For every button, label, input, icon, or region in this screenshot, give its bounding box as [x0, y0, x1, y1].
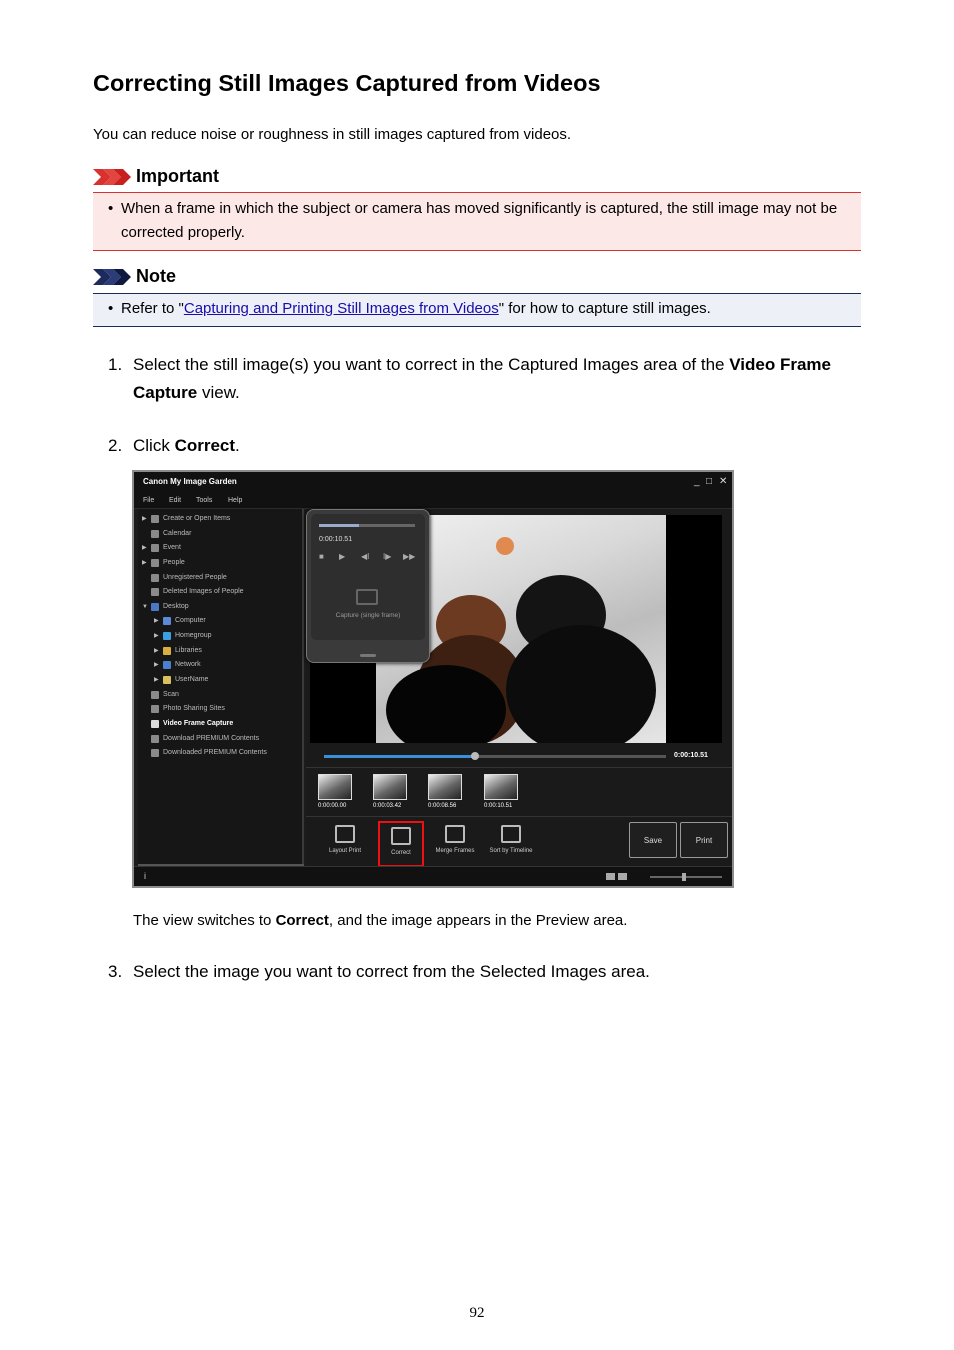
desktop-icon — [151, 603, 159, 611]
save-button[interactable]: Save — [629, 822, 677, 858]
sidebar-item-scan[interactable] — [142, 688, 179, 701]
menu-help[interactable]: Help — [228, 497, 243, 504]
sidebar-item-computer[interactable] — [154, 614, 206, 627]
tool-label: Sort by Timeline — [489, 848, 533, 854]
sort-by-timeline-button[interactable] — [488, 821, 534, 867]
sidebar-item-label: Desktop — [163, 603, 189, 610]
layout-print-icon — [335, 825, 355, 843]
sidebar-item-unregistered-people[interactable] — [142, 571, 227, 584]
note-text — [121, 297, 711, 321]
person-icon — [151, 559, 159, 567]
play-icon[interactable]: ▶ — [339, 552, 346, 561]
captured-thumbnail-2[interactable] — [373, 774, 407, 800]
tool-label: Correct — [391, 850, 411, 856]
zoom-knob[interactable] — [682, 873, 686, 881]
note-box — [93, 293, 861, 327]
note-heading-label: Note — [136, 266, 176, 286]
tool-label: Merge Frames — [435, 848, 475, 854]
print-button[interactable]: Print — [680, 822, 728, 858]
step-bold: Video Frame Capture — [133, 355, 831, 402]
merge-frames-button[interactable] — [432, 821, 478, 867]
downloaded-icon — [151, 749, 159, 757]
menu-edit[interactable]: Edit — [169, 497, 182, 504]
video-frame-icon — [151, 720, 159, 728]
bullet: • — [108, 300, 114, 317]
scan-icon — [151, 691, 159, 699]
tool-label: Layout Print — [328, 848, 362, 854]
expand-arrow-icon[interactable]: ▶ — [154, 662, 159, 668]
step-number: 2. — [108, 436, 123, 455]
step-post: view. — [197, 383, 240, 402]
intro-text: You can reduce noise or roughness in still images captured from videos. — [93, 126, 572, 143]
timeline-fill — [324, 755, 474, 758]
sidebar-item-calendar[interactable] — [142, 527, 191, 540]
step-text — [133, 432, 833, 460]
sidebar-item-label: Computer — [175, 617, 206, 624]
bullet: • — [108, 200, 114, 217]
result-pre: The view switches to — [133, 912, 276, 929]
captured-thumbnail-3[interactable] — [428, 774, 462, 800]
captured-thumbnail-4[interactable] — [484, 774, 518, 800]
capture-time: 0:00:10.51 — [319, 536, 353, 543]
sort-timeline-icon — [501, 825, 521, 843]
sidebar-item-label: Calendar — [163, 530, 192, 537]
sidebar-item-label: Download PREMIUM Contents — [163, 735, 260, 742]
page-number: 92 — [469, 1305, 485, 1321]
thumbnail-time: 0:00:08.56 — [428, 803, 457, 809]
sidebar-item-label: Downloaded PREMIUM Contents — [163, 749, 267, 756]
step-pre: Select the still image(s) you want to correct in the Captured Images area of the — [133, 355, 730, 374]
sidebar-item-downloaded-premium[interactable] — [142, 746, 267, 759]
sidebar-item-label: Deleted Images of People — [163, 588, 244, 595]
collapse-arrow-icon[interactable]: ▼ — [142, 603, 148, 610]
expand-arrow-icon[interactable]: ▶ — [154, 633, 159, 639]
capture-panel-inner — [311, 514, 425, 640]
sidebar-item-label: Event — [163, 544, 181, 551]
expand-arrow-icon[interactable]: ▶ — [154, 648, 159, 654]
sidebar-item-label: Video Frame Capture — [163, 720, 234, 727]
expand-arrow-icon[interactable]: ▶ — [142, 545, 147, 551]
maximize-icon[interactable]: □ — [706, 476, 713, 487]
timeline-knob[interactable] — [471, 752, 479, 760]
thumbnail-time: 0:00:10.51 — [484, 803, 513, 809]
important-text: When a frame in which the subject or camera has moved significantly is captured, the still image may not be corrected properly. — [121, 200, 838, 241]
important-heading — [93, 166, 219, 187]
expand-arrow-icon[interactable]: ▶ — [142, 560, 147, 566]
next-frame-icon[interactable]: I▶ — [383, 552, 392, 561]
sidebar-item-label: Libraries — [175, 647, 202, 654]
toy-image — [496, 537, 514, 555]
person-icon — [151, 574, 159, 582]
stop-icon[interactable]: ■ — [319, 552, 324, 561]
step-number: 1. — [108, 355, 123, 374]
important-arrows-icon — [93, 169, 131, 185]
step-pre: Click — [133, 436, 175, 455]
step-post: . — [235, 436, 240, 455]
sidebar-item-homegroup[interactable] — [154, 629, 212, 642]
sidebar-item-video-frame-capture[interactable] — [142, 717, 233, 730]
sidebar-item-create[interactable] — [142, 512, 230, 525]
merge-frames-icon — [445, 825, 465, 843]
important-heading-label: Important — [136, 166, 219, 186]
correct-button[interactable] — [378, 821, 424, 867]
window-title: Canon My Image Garden — [143, 477, 237, 486]
person-outline-icon — [151, 588, 159, 596]
sidebar-item-desktop[interactable] — [142, 600, 189, 613]
step-number: 3. — [108, 962, 123, 981]
sidebar-item-label: Create or Open Items — [163, 515, 231, 522]
sidebar-item-label: People — [163, 559, 185, 566]
note-heading — [93, 266, 176, 287]
step-text: Select the image you want to correct from the Selected Images area. — [133, 962, 650, 981]
thumbnail-time: 0:00:00.00 — [318, 803, 347, 809]
sidebar-item-event[interactable] — [142, 541, 181, 554]
result-text — [133, 912, 627, 929]
timeline-slider[interactable] — [324, 755, 666, 758]
create-icon — [151, 515, 159, 523]
capture-slider-fill — [319, 524, 359, 527]
homegroup-icon — [163, 632, 171, 640]
thumbnail-time: 0:00:03.42 — [373, 803, 402, 809]
capture-slider[interactable] — [319, 524, 415, 527]
main-area — [306, 509, 732, 866]
capture-panel — [306, 509, 430, 663]
layout-print-button[interactable] — [322, 821, 368, 867]
info-icon[interactable]: i — [144, 871, 146, 881]
calendar-icon — [151, 530, 159, 538]
sidebar-item-deleted-people[interactable] — [142, 585, 244, 598]
menu-bar — [134, 494, 732, 509]
capturing-link[interactable]: Capturing and Printing Still Images from Videos — [183, 300, 499, 317]
divider — [306, 767, 732, 768]
capture-single-frame-label[interactable]: Capture (single frame) — [335, 612, 401, 619]
sidebar-item-label: Network — [175, 661, 201, 668]
sidebar-item-label: Photo Sharing Sites — [163, 705, 225, 712]
fast-forward-icon[interactable]: ▶▶ — [403, 552, 416, 561]
sidebar-item-download-premium[interactable] — [142, 732, 259, 745]
correct-icon — [391, 827, 411, 845]
result-bold: Correct — [275, 912, 329, 929]
status-bar — [134, 866, 732, 886]
step-text — [133, 351, 833, 407]
menu-tools[interactable]: Tools — [196, 497, 213, 504]
sidebar-item-label: Homegroup — [175, 632, 212, 639]
download-icon — [151, 735, 159, 743]
expand-arrow-icon[interactable]: ▶ — [154, 677, 159, 683]
minimize-icon[interactable]: _ — [694, 476, 700, 487]
computer-icon — [163, 617, 171, 625]
close-icon[interactable]: ✕ — [719, 476, 728, 487]
title-bar — [134, 472, 732, 494]
photo-sharing-icon — [151, 705, 159, 713]
capture-camera-icon[interactable] — [356, 589, 378, 605]
network-icon — [163, 661, 171, 669]
black-dog-body-image — [506, 625, 656, 743]
note-prefix: Refer to " — [121, 300, 184, 317]
result-post: , and the image appears in the Preview area. — [328, 912, 628, 929]
prev-frame-icon[interactable]: ◀I — [361, 552, 370, 561]
menu-file[interactable]: File — [143, 497, 155, 504]
zoom-slider[interactable] — [650, 876, 722, 878]
view-mode-alt-icon[interactable] — [618, 873, 627, 880]
sidebar-item-label: Unregistered People — [163, 574, 227, 581]
note-arrows-icon — [93, 269, 131, 285]
note-suffix: " for how to capture still images. — [498, 300, 711, 317]
divider — [306, 816, 732, 817]
sidebar-item-network[interactable] — [154, 658, 201, 671]
view-mode-icon[interactable] — [606, 873, 615, 880]
sidebar-item-username[interactable] — [154, 673, 208, 686]
sidebar-item-libraries[interactable] — [154, 644, 202, 657]
sidebar-item-label: UserName — [175, 676, 209, 683]
captured-thumbnail-1[interactable] — [318, 774, 352, 800]
timeline-time: 0:00:10.51 — [674, 752, 708, 759]
sidebar-item-photo-sharing[interactable] — [142, 702, 225, 715]
sidebar-item-label: Scan — [163, 691, 179, 698]
sidebar — [138, 509, 304, 864]
folder-icon — [163, 647, 171, 655]
expand-arrow-icon[interactable]: ▶ — [154, 618, 159, 624]
sidebar-item-people[interactable] — [142, 556, 185, 569]
user-folder-icon — [163, 676, 171, 684]
page-title: Correcting Still Images Captured from Videos — [93, 70, 601, 96]
step-bold: Correct — [174, 436, 236, 455]
panel-grip-icon[interactable] — [360, 654, 376, 657]
app-screenshot — [132, 470, 734, 888]
important-box — [93, 192, 861, 251]
expand-arrow-icon[interactable]: ▶ — [142, 516, 147, 522]
event-icon — [151, 544, 159, 552]
